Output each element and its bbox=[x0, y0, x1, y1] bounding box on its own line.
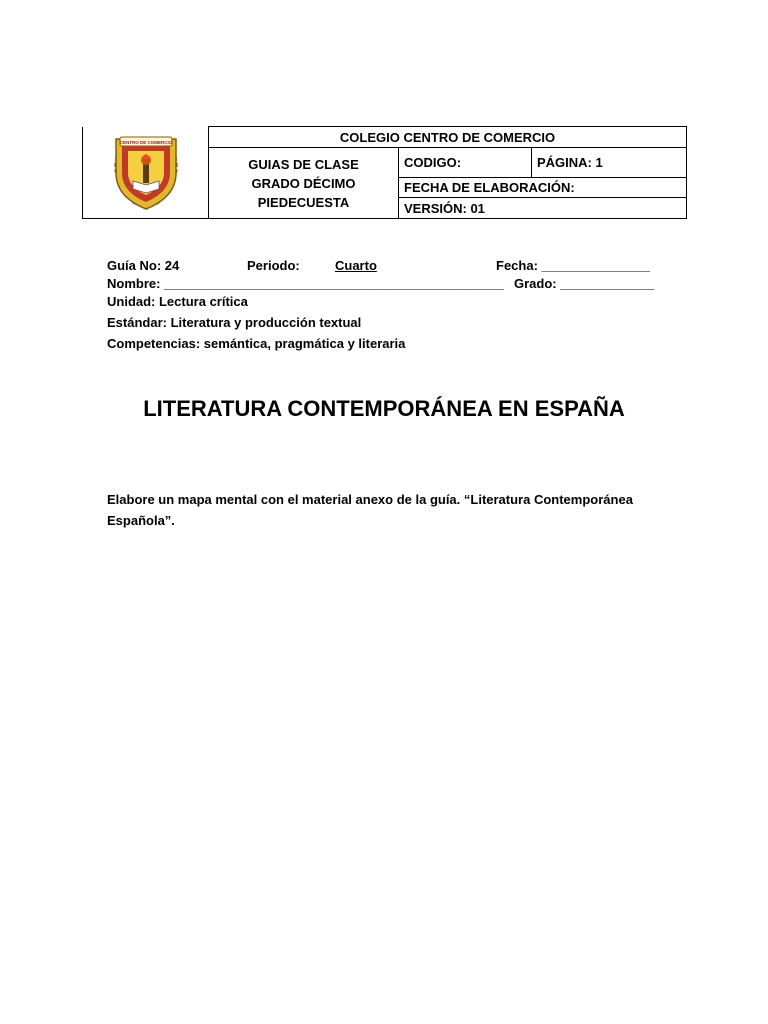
estandar-text: Estándar: Literatura y producción textual bbox=[107, 315, 362, 330]
guide-line-2: GRADO DÉCIMO bbox=[251, 175, 356, 191]
guide-info-cell bbox=[209, 148, 399, 219]
instruction-text: Elabore un mapa mental con el material anexo de la guía. “Literatura Contemporánea Española”. bbox=[107, 492, 633, 528]
grado-field[interactable]: Grado: _____________ bbox=[514, 276, 655, 291]
school-name: COLEGIO CENTRO DE COMERCIO bbox=[209, 127, 687, 148]
student-info-block bbox=[107, 258, 667, 357]
periodo-label: Periodo: bbox=[247, 258, 300, 273]
document-header-table bbox=[82, 126, 687, 219]
school-crest-logo bbox=[106, 129, 186, 213]
pagina-label: PÁGINA: 1 bbox=[532, 148, 687, 178]
school-logo-cell bbox=[83, 127, 209, 219]
fecha-field[interactable]: Fecha: _______________ bbox=[496, 258, 650, 273]
fecha-elaboracion-label: FECHA DE ELABORACIÓN: bbox=[399, 177, 687, 198]
guia-number: Guía No: 24 bbox=[107, 258, 180, 273]
guide-line-3: PIEDECUESTA bbox=[257, 194, 350, 210]
document-title: LITERATURA CONTEMPORÁNEA EN ESPAÑA bbox=[143, 396, 625, 421]
nombre-field[interactable]: Nombre: _______________________________________________ bbox=[107, 276, 504, 291]
periodo-value: Cuarto bbox=[335, 258, 377, 273]
codigo-label: CODIGO: bbox=[399, 148, 532, 178]
unidad-text: Unidad: Lectura crítica bbox=[107, 294, 248, 309]
competencias-text: Competencias: semántica, pragmática y literaria bbox=[107, 336, 406, 351]
guide-line-1: GUIAS DE CLASE bbox=[248, 156, 359, 172]
logo-banner-text: CENTRO DE COMERCIO bbox=[119, 139, 172, 145]
version-label: VERSIÓN: 01 bbox=[399, 198, 687, 219]
